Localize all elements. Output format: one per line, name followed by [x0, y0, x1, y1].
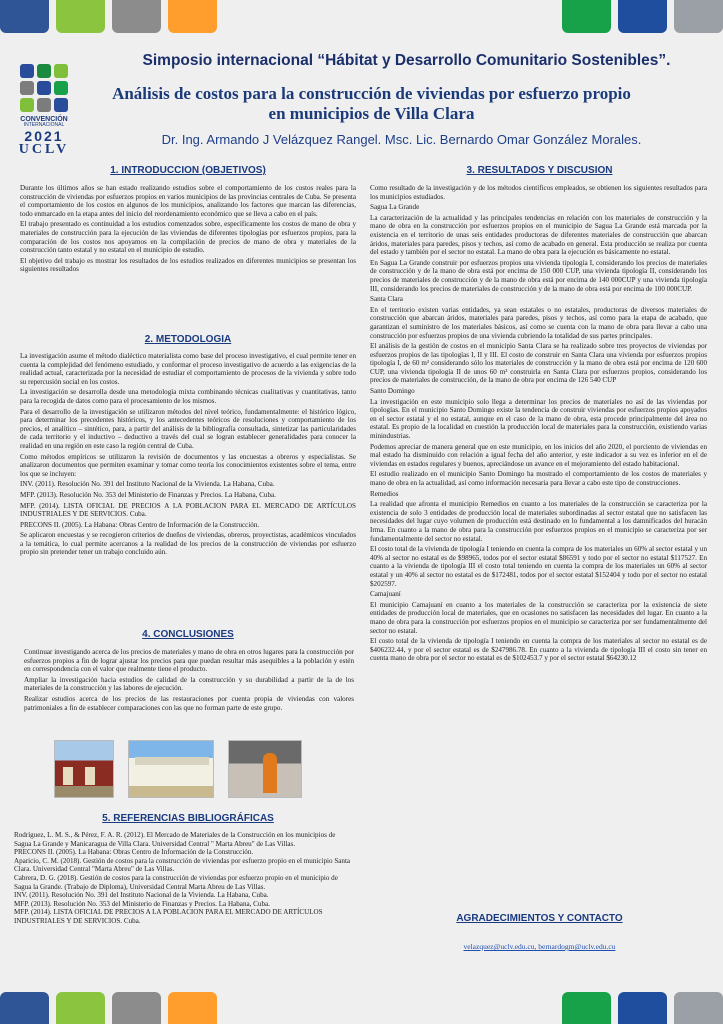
logo-uni: UCLV: [18, 142, 70, 157]
paragraph: El trabajo presentado es continuidad a los estudios comenzados sobre, específicamente los costos de mano de obra y materiales de construcción para la ejecución de las viviendas de diferentes tipologías por esfuerzos propios, para la comparación de los costos nos apoyamos en la compilación de precios de mano de obra y materiales de la construcción tanto estatal y no estatal en el municipio de estudio.: [20, 220, 356, 255]
deco-tile: [112, 992, 161, 1024]
authors: Dr. Ing. Armando J Velázquez Rangel. Msc. Lic. Bernardo Omar González Morales.: [161, 132, 642, 147]
paragraph: La investigación se desarrolla desde una metodología mixta combinando técnicas cualitativas y cuantitativas, tanto para la recogida de datos como para el procesamiento de los mismos.: [20, 388, 356, 405]
paragraph: La investigación en este municipio solo llega a determinar los precios de materiales no así de las viviendas por tipologías. En el municipio Santo Domingo existe la tendencia de construir viviendas por esfuerzos propios apoyados en el sector estatal y el no estatal, aunque en el caso de la mano de obra, esta procede principalmente del área no estatal. Es propio de la localidad en cuestión la producción local de materiales para la construcción, existiendo varias minindustrias.: [370, 397, 707, 441]
contact-section: [372, 913, 707, 951]
bottom-right-tiles: [562, 992, 723, 1024]
paragraph: La investigación asume el método dialéctico materialista como base del proceso investigativo, el cual permite tener en cuenta la complejidad del fenómeno estudiado, y conformar el proceso investigativo de acuerdo a las exigencias de la realidad actual, caracterizada por la necesidad de estudiar el comportamiento de procesos de la vivienda y sobre todo su repercusión social en los costos.: [20, 352, 356, 386]
paragraph: Para el desarrollo de la investigación se utilizaron métodos del nivel teórico, fundamentalmente: el histórico lógico, para determinar los precedentes históricos, y los antecedentes teóricos de resoluciones y comportamiento de los precios, el analítico – sintético, para, a partir del análisis de la bibliografía consultada, sintetizar las particularidades de cada territorio y el inductivo – deductivo a través del cual se logran establecer generalidades para conocer la realidad en una región en este caso la región central de Cuba.: [20, 407, 356, 450]
intro-body: [20, 184, 356, 276]
reference-item: Rodríguez, L. M. S., & Pérez, F. A. R. (2012). El Mercado de Materiales de la Construcción en los municipios de Sagua La Grande y Manicaragua de Villa Clara. Universidad Central " Marta Abreu" de Las Villas.: [14, 831, 336, 848]
intro-heading: 1. INTRODUCCION (OBJETIVOS): [110, 165, 266, 176]
method-heading: 2. METODOLOGIA: [144, 334, 232, 345]
deco-tile: [168, 0, 217, 33]
paragraph: El análisis de la gestión de costos en el municipio Santa Clara se ha realizado sobre tres proyectos de viviendas por esfuerzos propios de las tipologías I, II y III. El costo de construir en Santa Clara una vivienda por esfuerzos propios tipología I, de 60 m² considerando sólo los materiales de construcción y la mano de obra está por encima de 120 600 CUP, una vivienda tipología II de unos 60 m² construirla en Santa Clara por esfuerzos propios, considerando los precios de materiales de construcción, de la mano de obra por encima de 126 540 CUP: [370, 342, 707, 385]
paragraph: El objetivo del trabajo es mostrar los resultados de los estudios realizados en diferentes municipios se presentan los siguientes resultados: [20, 256, 356, 274]
refs-body: [14, 831, 354, 926]
subheading-santo-domingo: Santo Domingo: [370, 387, 415, 396]
deco-tile: [674, 0, 723, 33]
contact-heading: AGRADECIMIENTOS Y CONTACTO: [456, 913, 623, 924]
reference-item: Aparicio, C. M. (2018). Gestión de costos para la construcción de viviendas por esfuerzo propio en el municipio Santa Clara. Universidad Central "Marta Abreu" de Las Villas.: [14, 856, 351, 874]
paragraph: MFP. (2013). Resolución No. 353 del Ministerio de Finanzas y Precios. La Habana, Cuba.: [20, 490, 276, 499]
reference-item: INV. (2011). Resolución No. 391 del Instituto Nacional de la Vivienda. La Habana, Cuba.: [14, 891, 269, 900]
paragraph: MFP. (2014). LISTA OFICIAL DE PRECIOS A LA POBLACION PARA EL MERCADO DE ARTÍCULOS INDUSTRIALES Y DE SERVICIOS. Cuba.: [20, 501, 356, 519]
conclusions-body: [24, 648, 354, 714]
paragraph: INV. (2011). Resolución No. 391 del Instituto Nacional de la Vivienda. La Habana, Cuba.: [20, 480, 275, 489]
paragraph: Ampliar la investigación hacia estudios de calidad de la construcción y su durabilidad a partir de la de los materiales de la construcción y las labores de ejecución.: [24, 675, 354, 693]
logo-line2: INTERNACIONAL: [23, 122, 65, 128]
reference-item: PRECONS II. (2005). La Habana: Obras Centro de Información de la Construcción.: [14, 848, 254, 857]
deco-tile: [0, 0, 49, 33]
deco-tile: [674, 992, 723, 1024]
paragraph: Se aplicaron encuestas y se recogieron criterios de dueños de viviendas, obreros, proyectistas, académicos vinculados a la temática, lo cual permite acercanos a la realidad de los precios de la construcción de viviendas por esfuerzo propio sin pretender tener un trabajo concluido aún.: [20, 531, 356, 557]
convention-logo: [14, 64, 74, 157]
results-body: [370, 184, 707, 665]
paragraph: PRECONS II. (2005). La Habana: Obras Centro de Información de la Construcción.: [20, 520, 260, 529]
deco-tile: [562, 0, 611, 33]
paragraph: Como resultado de la investigación y de los métodos científicos empleados, se obtienen los siguientes resultados para los municipios estudiados.: [370, 184, 707, 201]
paragraph: El municipio Camajuaní en cuanto a los materiales de la construcción se caracteriza por la existencia de siete entidades de producción local de materiales, que en ocasiones no satisfacen las necesidades del lugar. En cuanto a la mano de obra para la construcción por esfuerzos propios en el municipio se caracteriza por ser fundamentalmente del sector no estatal.: [370, 600, 707, 635]
logo-mark: [20, 64, 74, 112]
house-photo: [54, 740, 114, 798]
paragraph: Continuar investigando acerca de los precios de materiales y mano de obra en otros lugares para la construcción por esfuerzos propios a fin de lograr ajustar los precios para que puedan resultar más asequibles a la población y estén en correspondencia con el valor que realmente tiene el producto.: [24, 648, 354, 674]
paragraph: Realizar estudios acerca de los precios de las restauraciones por cuenta propia de viviendas con valores patrimoniales a fin de establecer comparaciones con las que no forman parte de este grupo.: [24, 694, 354, 712]
poster-title: Análisis de costos para la construcción de viviendas por esfuerzo propio en municipios de Villa Clara: [112, 84, 631, 123]
paragraph: En Sagua La Grande construir por esfuerzos propios una vivienda tipología I, considerando los precios de materiales de construcción y de la mano de obra está por encima de 150 000 CUP, una vivienda tipología II, considerando los precios de materiales de construcción y de la mano de obra está por encima de 140 000CUP y una vivienda tipología III, considerando los precios de materiales de construcción y de la mano de obra está por encima de 100 000CUP.: [370, 258, 707, 293]
contact-emails[interactable]: velazquez@uclv.edu.cu, bernardogm@uclv.edu.cu: [463, 942, 616, 951]
logo-year: 2021: [24, 128, 64, 144]
paragraph: La caracterización de la actualidad y las principales tendencias en relación con los materiales de construcción y la mano de obra en la construcción por esfuerzos propios en el municipio de Sagua La Grande está marcada por la existencia en el territorio de unas seis entidades productoras de diferentes materiales de construcción que abarcan áridos, materiales para paredes, pisos y techos, así como de acabado en general. Esta producción se realiza por cuenta del estado y también por el sector no estatal. La mano de obra para la ejecución es básicamente no estatal.: [370, 213, 707, 257]
results-heading: 3. RESULTADOS Y DISCUSION: [466, 165, 613, 176]
subheading-remedios: Remedios: [370, 489, 399, 498]
subheading-camajuani: Camajuaní: [370, 590, 401, 599]
deco-tile: [112, 0, 161, 33]
bottom-left-tiles: [0, 992, 217, 1024]
paragraph: El estudio realizado en el municipio Santo Domingo ha mostrado el comportamiento de los costos de materiales y mano de obra en la actualidad, así como información necesaria para llevar a cabo este tipo de construcciones.: [370, 470, 707, 487]
reference-item: MFP. (2013). Resolución No. 353 del Ministerio de Finanzas y Precios. La Habana, Cuba.: [14, 899, 270, 908]
reference-item: MFP. (2014). LISTA OFICIAL DE PRECIOS A LA POBLACION PARA EL MERCADO DE ARTÍCULOS INDUSTRIALES Y DE SERVICIOS. Cuba.: [14, 908, 323, 925]
house-photos: [54, 740, 302, 798]
logo-line1: CONVENCIÓN: [20, 116, 68, 123]
deco-tile: [618, 0, 667, 33]
deco-tile: [56, 0, 105, 33]
deco-tile: [618, 992, 667, 1024]
subheading-sagua: Sagua La Grande: [370, 203, 420, 212]
deco-tile: [562, 992, 611, 1024]
paragraph: La realidad que afronta el municipio Remedios en cuanto a los materiales de la construcción se caracteriza por la existencia de solo 3 entidades de producción local de materiales subordinadas al sector estatal que no satisfacen las necesidades del lugar cuyo volumen de producción está destinado en lo fundamental a los damnificados del huracán Irma. En cuanto a la mano de obra para la construcción por esfuerzos propios en el municipio se caracteriza por ser fundamentalmente del sector no estatal.: [370, 500, 707, 543]
house-photo: [128, 740, 214, 798]
top-left-tiles: [0, 0, 217, 33]
paragraph: En el territorio existen varias entidades, ya sean estatales o no estatales, productoras de diversos materiales de construcción que abarcan áridos, materiales para paredes, pisos y techos, así como para la etapa de acabado, que garantizan el suministro de los materiales básicos, así como se cuenta con la mano de obra para llevar a cabo una construcción por esfuerzos propios de una vivienda cubriendo la totalidad de sus partes principales.: [370, 305, 707, 340]
deco-tile: [168, 992, 217, 1024]
reference-item: Cabrera, D. G. (2018). Gestión de costos para la construcción de viviendas por esfuerzo propio en el municipio de Sagua la Grande. (Trabajo de Diploma), Universidad Central Marta Abreu de Las Villas.: [14, 873, 338, 891]
conclusions-heading: 4. CONCLUSIONES: [142, 629, 234, 640]
paragraph: El costo total de la vivienda de tipología I teniendo en cuenta la compra de los materiales un 60% al sector estatal y un 40% al sector no estatal es de $98965, todos por el sector estatal $86591 y todo por el sector no estatal $117527. En cuanto a la vivienda de tipología III el costo total teniendo en cuenta la compra de los materiales un 60% al sector estatal y un 40% al sector no estatal es de $172481, todos por el sector estatal $152404 y todo por el sector no estatal $202597.: [370, 545, 707, 588]
subheading-santa-clara: Santa Clara: [370, 295, 403, 304]
paragraph: Como métodos empíricos se utilizaron la revisión de documentos y las encuestas a obreros y especialistas. Se analizaron documentos que permiten examinar y tomar como teoría los conocimientos existentes sobre el tema, entre los que se incluyen:: [20, 452, 356, 478]
worker-photo: [228, 740, 302, 798]
top-right-tiles: [562, 0, 723, 33]
deco-tile: [56, 992, 105, 1024]
symposium-title: Simposio internacional “Hábitat y Desarrollo Comunitario Sostenibles”.: [142, 52, 671, 69]
paragraph: Durante los últimos años se han estado realizando estudios sobre el comportamiento de los costos reales para la construcción de viviendas por esfuerzos propios en varios municipios de las provincias centrales de Cuba. Se presenta el comportamiento de los costos en algunos de los municipios, analizando los factores que marcan las diferencias, todo enmarcado en la etapa antes del inicio del reordenamiento económico que se lleva a cabo en el país.: [20, 184, 356, 218]
method-body: [20, 352, 356, 559]
paragraph: El costo total de la vivienda de tipología I teniendo en cuenta la compra de los materiales al sector no estatal es de $406232.44, y por el sector estatal es de $247986.78. En cuanto a la vivienda de tipología III el costo sin tener en cuenta mano de obra por el sector no estatal es de $102453.7 y por el sector estatal $64230.12: [370, 637, 707, 663]
paragraph: Podemos apreciar de manera general que en este municipio, en los inicios del año 2020, el porciento de viviendas en mal estado ha disminuido con relación a igual fecha del año anterior, y este indicador a su vez es inferior en el de viviendas en estados regulares y buenos, apreciándose un avance en el mejoramiento del estado habitacional.: [370, 442, 707, 468]
deco-tile: [0, 992, 49, 1024]
refs-heading: 5. REFERENCIAS BIBLIOGRÁFICAS: [102, 813, 274, 824]
